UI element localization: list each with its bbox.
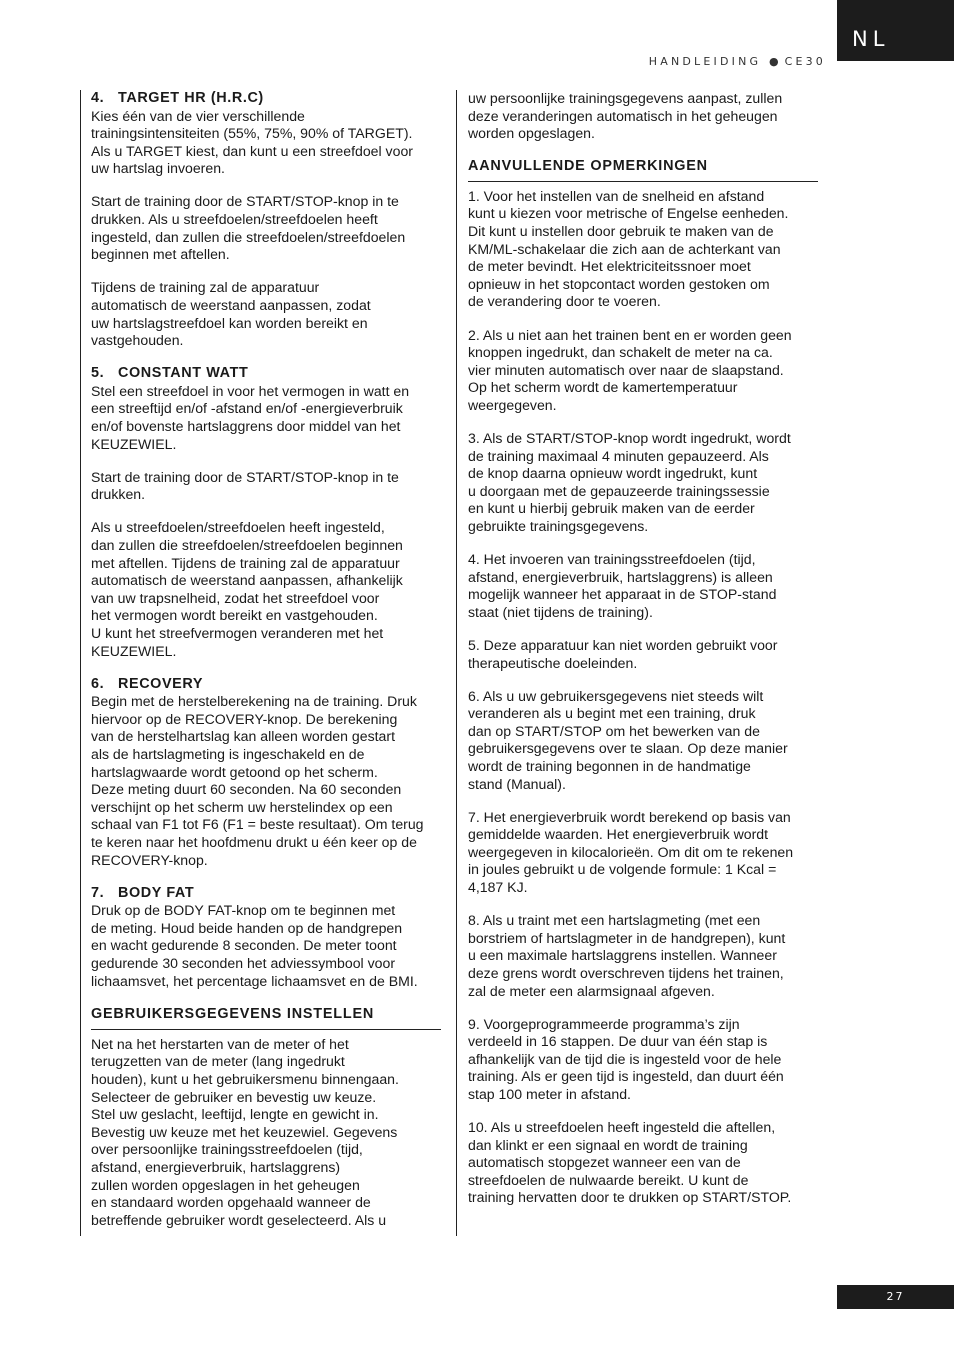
section-heading-body-fat [91,885,441,903]
section-number: 5. [91,365,105,382]
note-item: 9. Voorgeprogrammeerde programma’s zijn verdeeld in 16 stappen. De duur van één stap is afhankelijk van de tijd die is ingesteld voor de hele training. Als er geen tijd is ingesteld, dan duurt één stap 100 meter in afstand. [468,1015,784,1102]
section-heading-constant-watt [91,365,441,383]
note-item: 8. Als u traint met een hartslagmeting (met een borstriem of hartslagmeter in de handgrepen), kunt u een maximale hartslaggrens instellen. Wanneer deze grens wordt overschreven tijdens het trainen, zal de meter een alarmsignaal afgeven. [468,912,786,999]
language-code: NL [852,27,890,51]
paragraph: Start de training door de START/STOP-knop in te drukken. Als u streefdoelen/streefdoelen heeft ingesteld, dan zullen die streefdoelen/streefdoelen beginnen met aftellen. [91,193,406,263]
paragraph: Stel een streefdoel in voor het vermogen in watt en een streeftijd en/of -afstand en/of -energieverbruik en/of bovenste hartslaggrens door middel van het KEUZEWIEL. [91,382,410,452]
section-title: TARGET HR (H.R.C) [118,90,264,106]
section-title: BODY FAT [118,884,195,901]
section-heading-recovery [91,676,441,694]
section-number: 4. [91,90,105,106]
page-number: 27 [886,1290,905,1303]
separator-dot: ● [768,55,779,68]
section-number: 7. [91,884,105,901]
note-item: 1. Voor het instellen van de snelheid en afstand kunt u kiezen voor metrische of Engelse eenheden. Dit kunt u instellen door gebruik te maken van de KM/ML-schakelaar die zich aan de achterkant van de meter bevindt. Het elektriciteitssnoer moet opnieuw in het stopcontact worden gestoken om de verandering door te voeren. [468,187,789,310]
center-column-rule [456,90,457,1236]
paragraph: Kies één van de vier verschillende trainingsintensiteiten (55%, 75%, 90% of TARGET). Als u TARGET kiest, dan kunt u een streefdoel voor uw hartslag invoeren. [91,107,413,177]
section-title: CONSTANT WATT [118,365,249,382]
note-item: 7. Het energieverbruik wordt berekend op basis van gemiddelde waarden. Het energieverbruik wordt weergegeven in kilocalorieën. Om dit om te rekenen in joules gebruikt u de volgende formule: 1 Kcal = 4,187 KJ. [468,808,794,896]
paragraph: Begin met de herstelberekening na de training. Druk hiervoor op de RECOVERY-knop. De berekening van de herstelhartslag kan alleen worden gestart als de hartslagmeting is ingeschakeld en de hartslagwaarde wordt getoond op het scherm. Deze meting duurt 60 seconden. Na 60 seconden verschijnt op het scherm uw herstelindex op een schaal van F1 tot F6 (F1 = beste resultaat). Om terug te keren naar het hoofdmenu drukt u één keer op de RECOVERY-knop. [91,693,424,868]
language-tab [837,0,954,61]
running-header [649,55,826,68]
note-item: 6. Als u uw gebruikersgegevens niet steeds wilt veranderen als u begint met een training, druk dan op START/STOP om het bewerken van de gebruikersgegevens over te slaan. Op deze manier wordt de training begonnen in de handmatige stand (Manual). [468,687,788,792]
note-item: 5. Deze apparatuur kan niet worden gebruikt voor therapeutische doeleinden. [468,636,778,671]
page-number-tab [837,1285,954,1309]
note-item: 3. Als de START/STOP-knop wordt ingedrukt, wordt de training maximaal 4 minuten gepauzeerd. Als de knop daarna opnieuw wordt ingedrukt, kunt u doorgaan met de gepauzeerde trainingssessie en kunt u hierbij gebruik maken van de eerder gebruikte trainingsgegevens. [468,430,791,534]
paragraph: Net na het herstarten van de meter of het terugzetten van de meter (lang ingedrukt houden), kunt u het gebruikersmenu binnengaan. Selecteer de gebruiker en bevestig uw keuze. Stel uw geslacht, leeftijd, lengte en gewicht in. Bevestig uw keuze met het keuzewiel. Gegevens over persoonlijke trainingsstreefdoelen (tijd, afstand, energieverbruik, hartslaggrens) zullen worden opgeslagen in het geheugen en standaard worden opgehaald wanneer de betreffende gebruiker wordt geselecteerd. Als u [91,1035,399,1228]
right-column [468,90,818,1223]
left-column [91,90,441,1245]
note-item: 4. Het invoeren van trainingsstreefdoelen (tijd, afstand, energieverbruik, hartslaggrens) is alleen mogelijk wanneer het apparaat in de STOP-stand staat (niet tijdens de training). [468,551,777,620]
note-item: 2. Als u niet aan het trainen bent en er worden geen knoppen ingedrukt, dan schakelt de meter na ca. vier minuten automatisch over naar de slaapstand. Op het scherm wordt de kamertemperatuur weergegeven. [468,326,792,413]
section-heading-user-settings: GEBRUIKERSGEGEVENS INSTELLEN [91,1006,441,1030]
section-heading-additional-notes: AANVULLENDE OPMERKINGEN [468,158,818,182]
note-item: 10. Als u streefdoelen heeft ingesteld die aftellen, dan klinkt er een signaal en wordt de training automatisch stopgezet wanneer een van de streefdoelen de nulwaarde bereikt. U kunt de training hervatten door te drukken op START/STOP. [468,1119,792,1206]
manual-label: HANDLEIDING [648,55,762,68]
model-name: CE30 [784,55,826,68]
section-number: 6. [91,675,105,692]
paragraph: Start de training door de START/STOP-knop in te drukken. [91,468,399,503]
paragraph: Druk op de BODY FAT-knop om te beginnen met de meting. Houd beide handen op de handgrepen en wacht gedurende 8 seconden. De meter toont gedurende 30 seconden het adviessymbool voor lichaamsvet, het percentage lichaamsvet en de BMI. [91,902,418,989]
paragraph: uw persoonlijke trainingsgegevens aanpast, zullen deze veranderingen automatisch in het geheugen worden opgeslagen. [468,90,783,142]
paragraph: Als u streefdoelen/streefdoelen heeft ingesteld, dan zullen die streefdoelen/streefdoelen beginnen met aftellen. Tijdens de training zal de apparatuur automatisch de weerstand aanpassen, afhankelijk van uw trapsnelheid, zodat het streefdoel voor het vermogen wordt bereikt en vastgehouden. U kunt het streefvermogen veranderen met het KEUZEWIEL. [91,519,403,659]
left-column-rule [80,90,81,1236]
paragraph: Tijdens de training zal de apparatuur automatisch de weerstand aanpassen, zodat uw hartslagstreefdoel kan worden bereikt en vastgehouden. [91,279,371,349]
section-heading-target-hr [91,90,441,108]
section-title: RECOVERY [118,675,204,692]
